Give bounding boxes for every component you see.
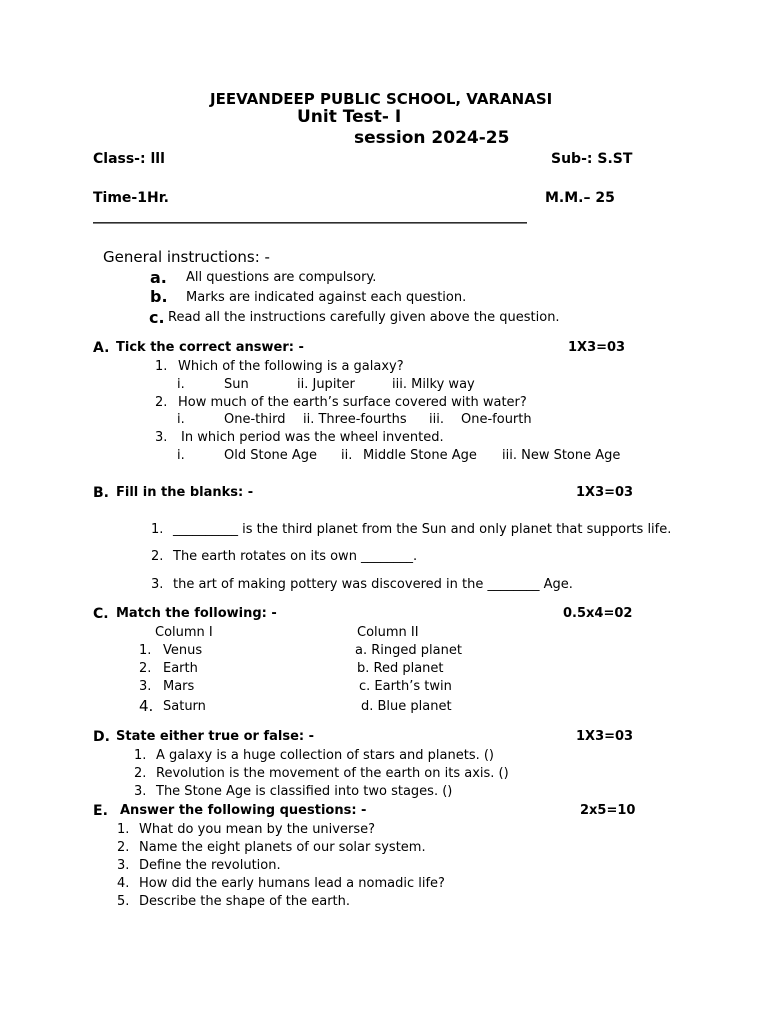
option-marker: iii. xyxy=(429,412,444,427)
class-label: Class-: lll xyxy=(93,151,165,167)
section-title: Match the following: - xyxy=(116,606,277,621)
question-text: Which of the following is a galaxy? xyxy=(178,359,404,374)
match-right: c. Earth’s twin xyxy=(359,679,452,694)
section-letter: A. xyxy=(93,340,110,356)
item-number: 2. xyxy=(139,661,152,676)
match-left: Saturn xyxy=(163,699,206,714)
section-title: Answer the following questions: - xyxy=(120,803,367,818)
question-text: What do you mean by the universe? xyxy=(139,822,375,837)
item-number: 1. xyxy=(139,643,152,658)
statement: The Stone Age is classified into two stages. () xyxy=(156,784,453,799)
time-label: Time-1Hr. xyxy=(93,190,169,206)
instructions-title: General instructions: - xyxy=(103,248,270,266)
question-text: How much of the earth’s surface covered with water? xyxy=(178,395,527,410)
item-number: 1. xyxy=(134,748,147,763)
option: One-fourth xyxy=(461,412,532,427)
question-text: Define the revolution. xyxy=(139,858,281,873)
instruction-marker: a. xyxy=(150,268,167,287)
section-title: State either true or false: - xyxy=(116,729,315,744)
option-marker: i. xyxy=(177,412,185,427)
option: One-third xyxy=(224,412,286,427)
match-left: Venus xyxy=(163,643,203,658)
item-number: 4. xyxy=(117,876,130,891)
question-text: In which period was the wheel invented. xyxy=(181,430,444,445)
section-title: Tick the correct answer: - xyxy=(116,340,304,355)
section-marks: 1X3=03 xyxy=(576,729,634,744)
section-marks: 1X3=03 xyxy=(576,485,634,500)
blank-item: The earth rotates on its own ________. xyxy=(173,549,418,564)
option: Old Stone Age xyxy=(224,448,318,463)
session-title: session 2024-25 xyxy=(354,128,510,148)
option-marker: i. xyxy=(177,448,185,463)
instruction-text: All questions are compulsory. xyxy=(186,270,377,285)
option: ii. Three-fourths xyxy=(303,412,407,427)
section-marks: 2x5=10 xyxy=(580,803,636,818)
school-name: JEEVANDEEP PUBLIC SCHOOL, VARANASI xyxy=(210,90,553,108)
item-number: 3. xyxy=(117,858,130,873)
section-marks: 1X3=03 xyxy=(568,340,626,355)
subject-label: Sub-: S.ST xyxy=(551,151,633,167)
max-marks-label: M.M.– 25 xyxy=(545,190,615,206)
blank-item: __________ is the third planet from the Sun and only planet that supports life. xyxy=(173,522,672,537)
header-rule: ______________________________________________________________ xyxy=(93,208,527,224)
section-title: Fill in the blanks: - xyxy=(116,485,254,500)
match-left: Mars xyxy=(163,679,195,694)
blank-item: the art of making pottery was discovered in the ________ Age. xyxy=(173,577,573,592)
instruction-marker: c. xyxy=(149,308,165,327)
instruction-text: Read all the instructions carefully given above the question. xyxy=(168,310,560,325)
option: iii. New Stone Age xyxy=(502,448,621,463)
item-number: 4. xyxy=(139,697,154,715)
item-number: 5. xyxy=(117,894,130,909)
item-number: 3. xyxy=(134,784,147,799)
match-right: d. Blue planet xyxy=(361,699,452,714)
option-marker: i. xyxy=(177,377,185,392)
section-marks: 0.5x4=02 xyxy=(563,606,633,621)
item-number: 1. xyxy=(117,822,130,837)
statement: A galaxy is a huge collection of stars and planets. () xyxy=(156,748,495,763)
section-letter: B. xyxy=(93,485,109,501)
match-left: Earth xyxy=(163,661,198,676)
question-text: Name the eight planets of our solar system. xyxy=(139,840,426,855)
item-number: 3. xyxy=(151,577,164,592)
instruction-text: Marks are indicated against each question. xyxy=(186,290,467,305)
item-number: 3. xyxy=(139,679,152,694)
option: Middle Stone Age xyxy=(363,448,477,463)
section-letter: E. xyxy=(93,803,108,819)
item-number: 1. xyxy=(151,522,164,537)
option: Sun xyxy=(224,377,249,392)
item-number: 2. xyxy=(134,766,147,781)
section-letter: C. xyxy=(93,606,109,622)
option-marker: ii. xyxy=(341,448,353,463)
item-number: 2. xyxy=(151,549,164,564)
question-number: 1. xyxy=(155,359,168,374)
match-right: b. Red planet xyxy=(357,661,444,676)
match-right: a. Ringed planet xyxy=(355,643,462,658)
option: ii. Jupiter xyxy=(297,377,355,392)
question-text: Describe the shape of the earth. xyxy=(139,894,351,909)
statement: Revolution is the movement of the earth on its axis. () xyxy=(156,766,509,781)
option: iii. Milky way xyxy=(392,377,475,392)
question-number: 3. xyxy=(155,430,168,445)
test-title: Unit Test- I xyxy=(297,107,402,127)
item-number: 2. xyxy=(117,840,130,855)
column-header: Column I xyxy=(155,625,213,640)
question-text: How did the early humans lead a nomadic life? xyxy=(139,876,445,891)
section-letter: D. xyxy=(93,729,110,745)
column-header: Column II xyxy=(357,625,419,640)
instruction-marker: b. xyxy=(150,287,168,306)
question-number: 2. xyxy=(155,395,168,410)
